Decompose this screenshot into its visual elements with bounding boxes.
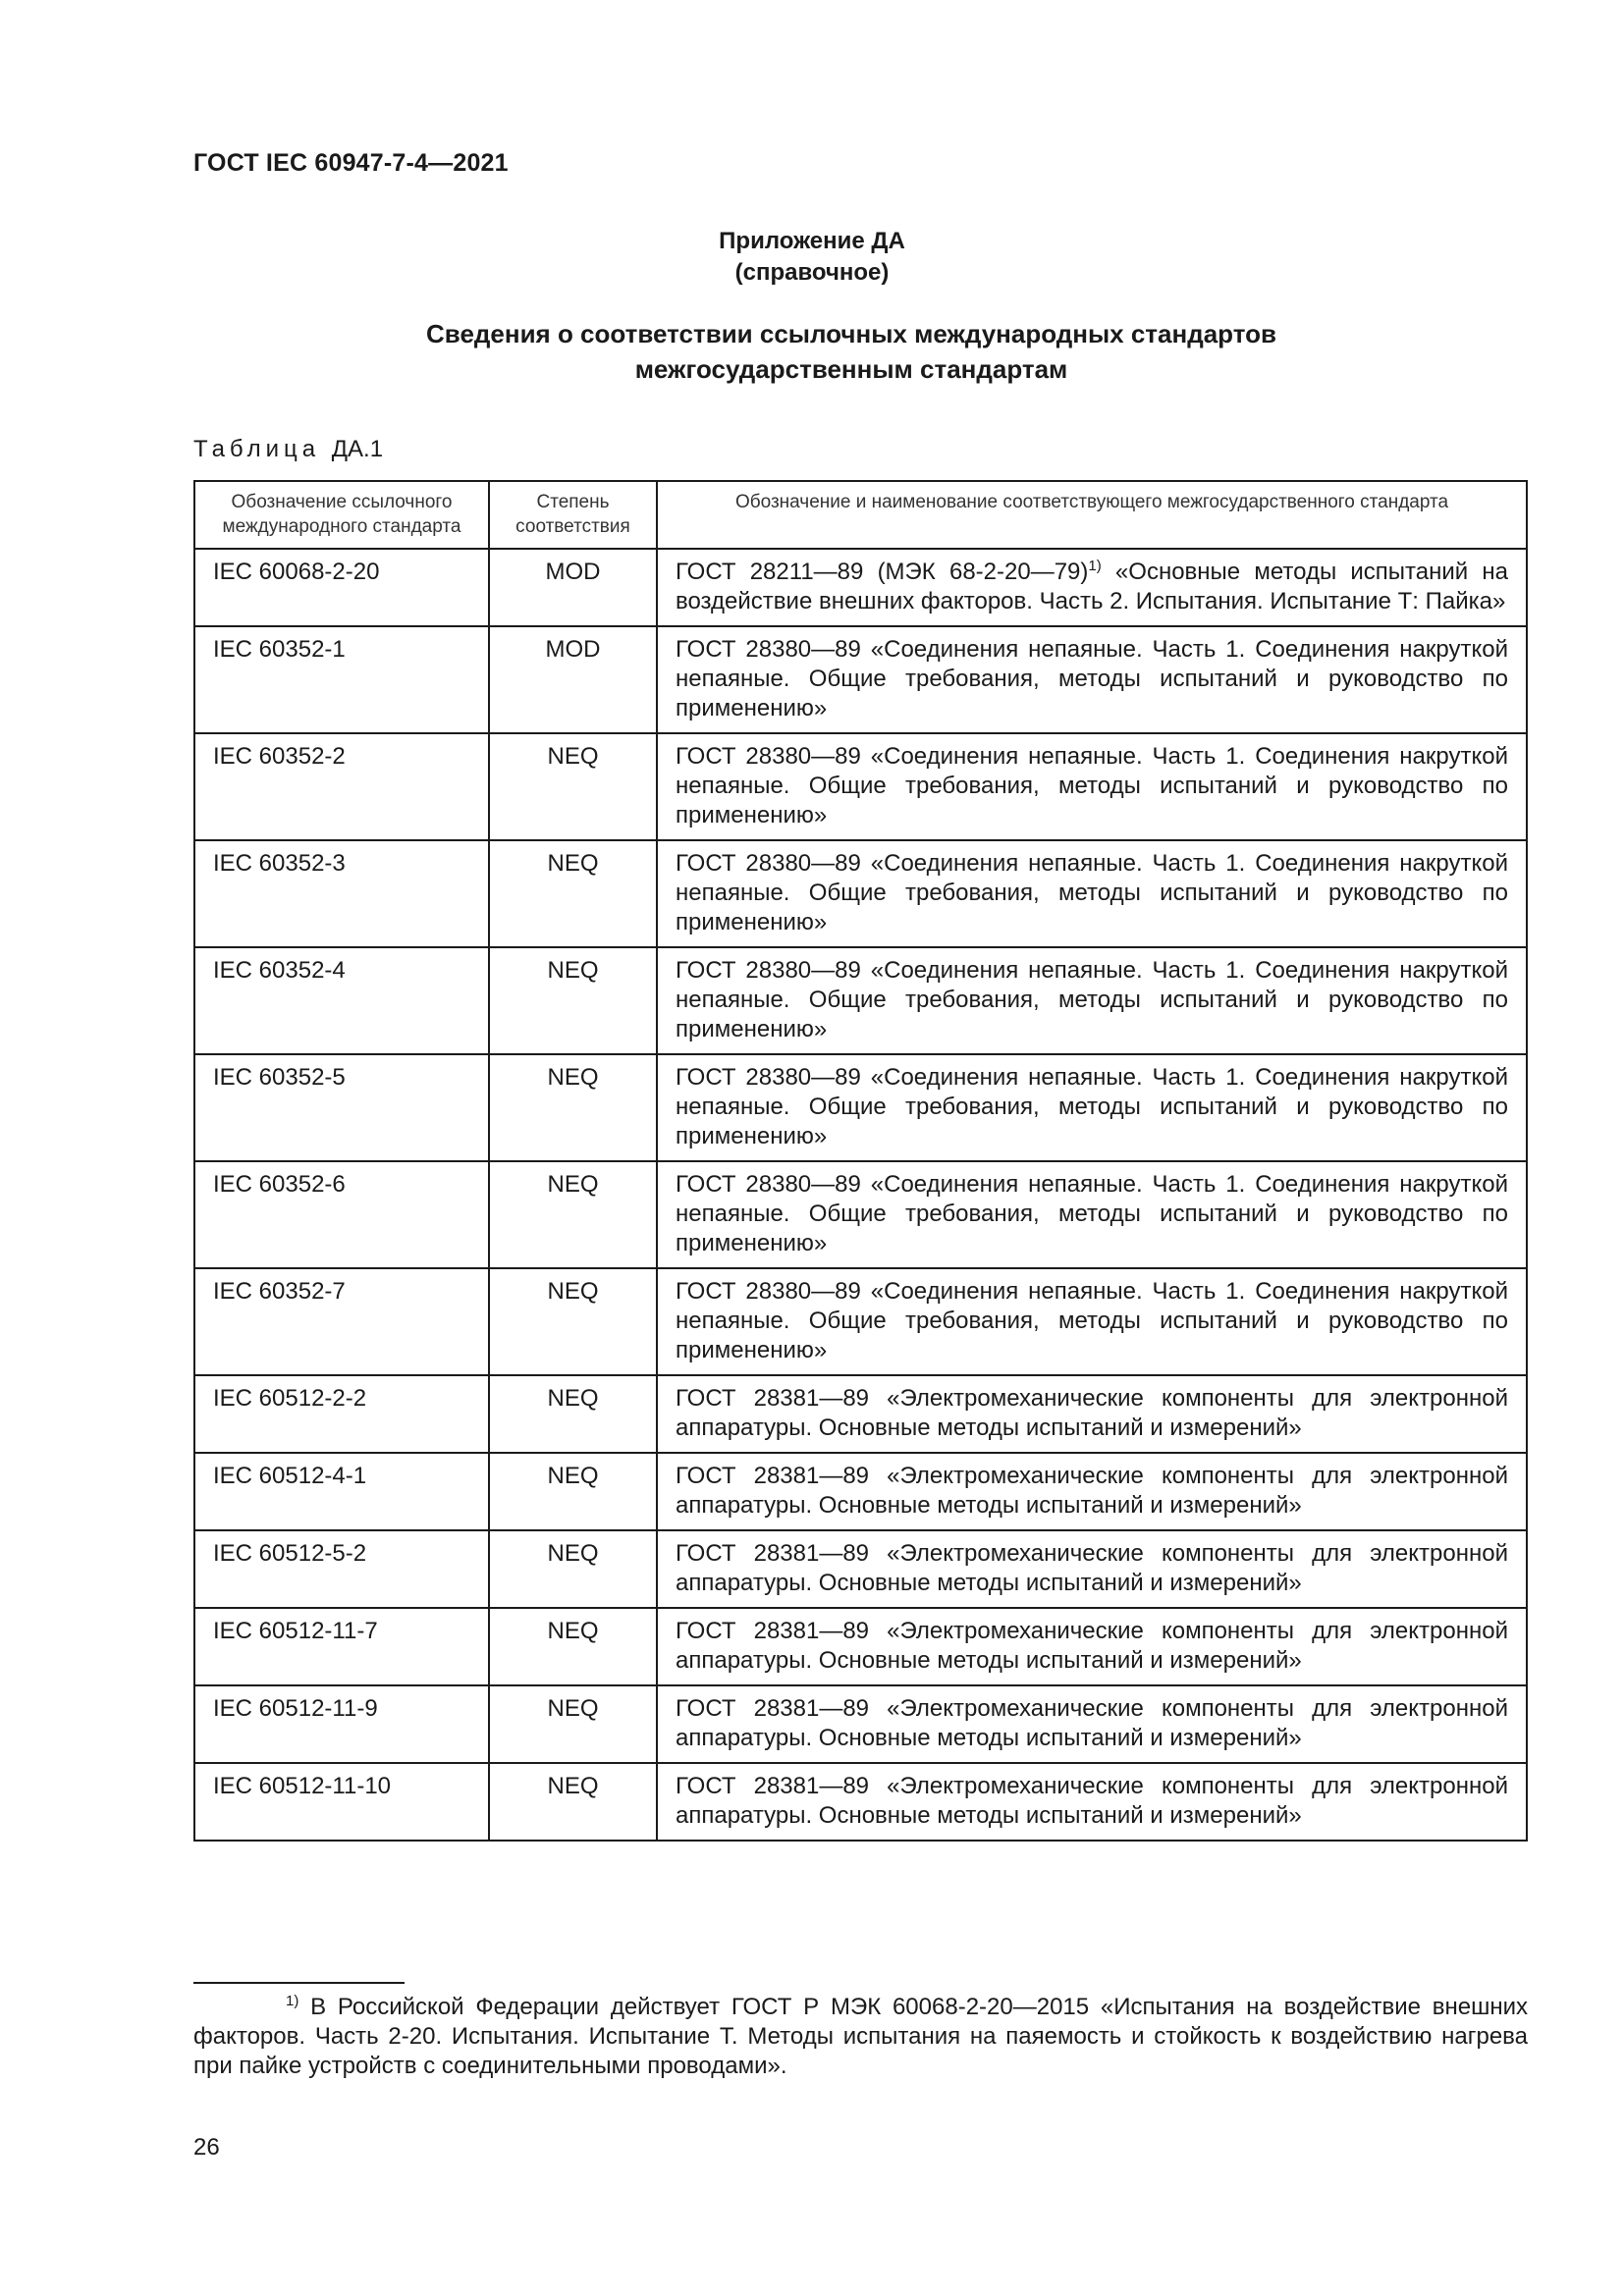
table-row bbox=[194, 549, 1527, 626]
cell-text-part: «Основные методы испытаний на воздействие внешних факторов. Часть 2. Испытания. Испытание Т: Пайка» bbox=[676, 559, 1508, 614]
table-row bbox=[194, 1375, 1527, 1453]
cell-interstate-standard: ГОСТ 28381—89 «Электромеханические компоненты для электронной аппаратуры. Основные методы испытаний и измерений» bbox=[657, 1685, 1527, 1763]
table-caption-number: ДА.1 bbox=[331, 436, 384, 462]
cell-degree: NEQ bbox=[489, 1608, 657, 1685]
table-caption bbox=[193, 436, 383, 463]
cell-text-part: ГОСТ 28211—89 (МЭК 68-2-20—79) bbox=[676, 559, 1089, 585]
table-header-row bbox=[194, 481, 1527, 549]
table-row bbox=[194, 947, 1527, 1054]
cell-degree: NEQ bbox=[489, 1763, 657, 1841]
table-row bbox=[194, 1608, 1527, 1685]
cell-degree: NEQ bbox=[489, 1161, 657, 1268]
section-title bbox=[0, 316, 1624, 387]
cell-degree: NEQ bbox=[489, 840, 657, 947]
cell-international-standard: IEC 60068-2-20 bbox=[194, 549, 489, 626]
cell-interstate-standard: ГОСТ 28380—89 «Соединения непаяные. Часть 1. Соединения накруткой непаяные. Общие требования, методы испытаний и руководство по применению» bbox=[657, 1268, 1527, 1375]
table-row bbox=[194, 1763, 1527, 1841]
correspondence-table bbox=[193, 480, 1528, 1842]
footnote-text: В Российской Федерации действует ГОСТ Р МЭК 60068-2-20—2015 «Испытания на воздействие внешних факторов. Часть 2-20. Испытания. Испытание Т. Методы испытания на паяемость и стойкость к воздействию нагрева при пайке устройств с соединительными проводами». bbox=[193, 1994, 1528, 2079]
cell-degree: NEQ bbox=[489, 1054, 657, 1161]
cell-interstate-standard: ГОСТ 28380—89 «Соединения непаяные. Часть 1. Соединения накруткой непаяные. Общие требования, методы испытаний и руководство по применению» bbox=[657, 947, 1527, 1054]
footnote bbox=[193, 1993, 1528, 2081]
cell-international-standard: IEC 60352-7 bbox=[194, 1268, 489, 1375]
cell-interstate-standard: ГОСТ 28380—89 «Соединения непаяные. Часть 1. Соединения накруткой непаяные. Общие требования, методы испытаний и руководство по применению» bbox=[657, 840, 1527, 947]
table-row bbox=[194, 1161, 1527, 1268]
cell-interstate-standard: ГОСТ 28381—89 «Электромеханические компоненты для электронной аппаратуры. Основные методы испытаний и измерений» bbox=[657, 1453, 1527, 1530]
cell-international-standard: IEC 60352-4 bbox=[194, 947, 489, 1054]
annex-kind: (справочное) bbox=[734, 259, 890, 286]
table-row bbox=[194, 1453, 1527, 1530]
table-row bbox=[194, 733, 1527, 840]
table-row bbox=[194, 1530, 1527, 1608]
cell-degree: NEQ bbox=[489, 1453, 657, 1530]
annex-title: Приложение ДА bbox=[719, 228, 905, 254]
cell-international-standard: IEC 60352-6 bbox=[194, 1161, 489, 1268]
annex-heading bbox=[0, 226, 1624, 289]
table-row bbox=[194, 1685, 1527, 1763]
document-header: ГОСТ IEC 60947-7-4—2021 bbox=[193, 149, 509, 177]
cell-interstate-standard: ГОСТ 28381—89 «Электромеханические компоненты для электронной аппаратуры. Основные методы испытаний и измерений» bbox=[657, 1763, 1527, 1841]
table-caption-word: Таблица bbox=[193, 436, 321, 462]
cell-international-standard: IEC 60352-2 bbox=[194, 733, 489, 840]
table-row bbox=[194, 1268, 1527, 1375]
cell-international-standard: IEC 60352-1 bbox=[194, 626, 489, 733]
cell-degree: NEQ bbox=[489, 1530, 657, 1608]
header-interstate-standard: Обозначение и наименование соответствующего межгосударственного стандарта bbox=[657, 481, 1527, 549]
cell-international-standard: IEC 60512-11-10 bbox=[194, 1763, 489, 1841]
cell-interstate-standard: ГОСТ 28381—89 «Электромеханические компоненты для электронной аппаратуры. Основные методы испытаний и измерений» bbox=[657, 1530, 1527, 1608]
cell-degree: NEQ bbox=[489, 1375, 657, 1453]
cell-interstate-standard bbox=[657, 549, 1527, 626]
section-title-line1: Сведения о соответствии ссылочных международных стандартов bbox=[426, 319, 1276, 348]
table-row bbox=[194, 840, 1527, 947]
cell-interstate-standard: ГОСТ 28381—89 «Электромеханические компоненты для электронной аппаратуры. Основные методы испытаний и измерений» bbox=[657, 1608, 1527, 1685]
header-international-standard: Обозначение ссылочного международного стандарта bbox=[194, 481, 489, 549]
cell-degree: MOD bbox=[489, 549, 657, 626]
cell-international-standard: IEC 60352-5 bbox=[194, 1054, 489, 1161]
cell-interstate-standard: ГОСТ 28380—89 «Соединения непаяные. Часть 1. Соединения накруткой непаяные. Общие требования, методы испытаний и руководство по применению» bbox=[657, 1054, 1527, 1161]
page-number: 26 bbox=[193, 2134, 220, 2161]
cell-interstate-standard: ГОСТ 28381—89 «Электромеханические компоненты для электронной аппаратуры. Основные методы испытаний и измерений» bbox=[657, 1375, 1527, 1453]
header-degree: Степень соответствия bbox=[489, 481, 657, 549]
cell-degree: NEQ bbox=[489, 733, 657, 840]
table-row bbox=[194, 1054, 1527, 1161]
cell-international-standard: IEC 60512-2-2 bbox=[194, 1375, 489, 1453]
cell-degree: MOD bbox=[489, 626, 657, 733]
cell-degree: NEQ bbox=[489, 1268, 657, 1375]
cell-international-standard: IEC 60512-5-2 bbox=[194, 1530, 489, 1608]
footnote-reference: 1) bbox=[1088, 558, 1102, 574]
cell-interstate-standard: ГОСТ 28380—89 «Соединения непаяные. Часть 1. Соединения накруткой непаяные. Общие требования, методы испытаний и руководство по применению» bbox=[657, 626, 1527, 733]
footnote-separator bbox=[193, 1982, 405, 1984]
footnote-marker: 1) bbox=[286, 1993, 299, 2009]
cell-degree: NEQ bbox=[489, 947, 657, 1054]
section-title-line2: межгосударственным стандартам bbox=[634, 354, 1068, 384]
cell-interstate-standard: ГОСТ 28380—89 «Соединения непаяные. Часть 1. Соединения накруткой непаяные. Общие требования, методы испытаний и руководство по применению» bbox=[657, 1161, 1527, 1268]
cell-international-standard: IEC 60352-3 bbox=[194, 840, 489, 947]
cell-international-standard: IEC 60512-11-9 bbox=[194, 1685, 489, 1763]
cell-degree: NEQ bbox=[489, 1685, 657, 1763]
cell-international-standard: IEC 60512-4-1 bbox=[194, 1453, 489, 1530]
cell-international-standard: IEC 60512-11-7 bbox=[194, 1608, 489, 1685]
cell-interstate-standard: ГОСТ 28380—89 «Соединения непаяные. Часть 1. Соединения накруткой непаяные. Общие требования, методы испытаний и руководство по применению» bbox=[657, 733, 1527, 840]
table-row bbox=[194, 626, 1527, 733]
